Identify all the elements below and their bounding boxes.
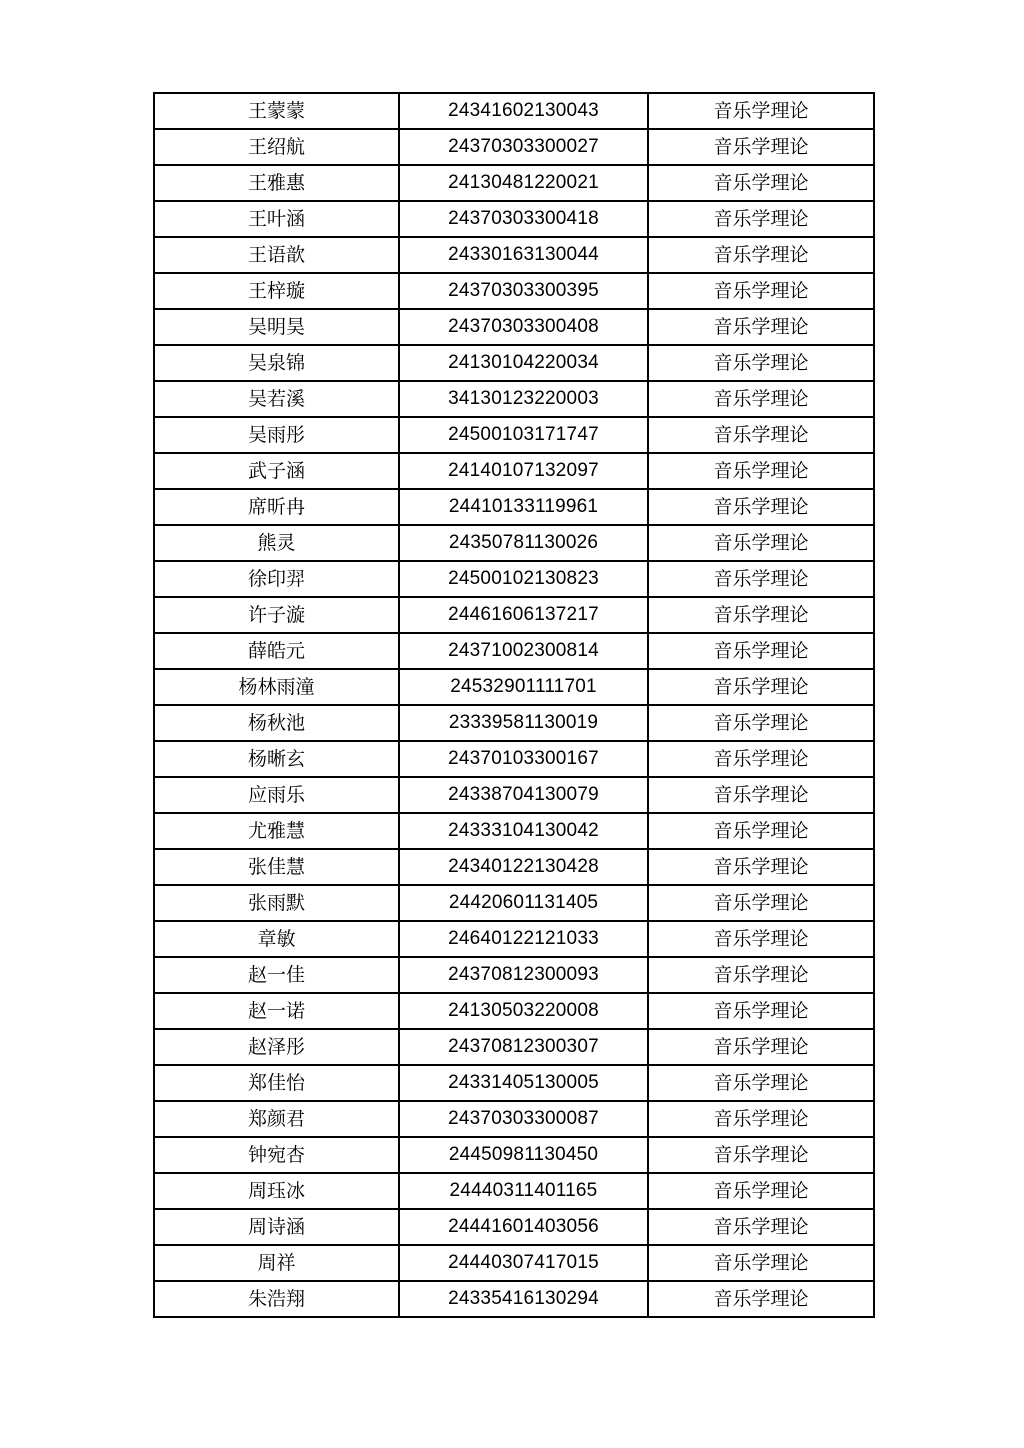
exam-number-cell: 24130104220034 <box>399 345 648 381</box>
major-cell: 音乐学理论 <box>648 453 874 489</box>
table-row <box>154 777 874 813</box>
major-cell: 音乐学理论 <box>648 741 874 777</box>
table-row <box>154 489 874 525</box>
table-row <box>154 201 874 237</box>
major-cell: 音乐学理论 <box>648 381 874 417</box>
exam-number-cell: 24370303300027 <box>399 129 648 165</box>
table-row <box>154 93 874 129</box>
table-row <box>154 957 874 993</box>
table-row <box>154 1173 874 1209</box>
major-cell: 音乐学理论 <box>648 237 874 273</box>
admission-list-body <box>154 93 874 1317</box>
exam-number-cell: 24410133119961 <box>399 489 648 525</box>
student-name-cell: 王语歆 <box>154 237 399 273</box>
major-cell: 音乐学理论 <box>648 705 874 741</box>
major-cell: 音乐学理论 <box>648 561 874 597</box>
table-row <box>154 165 874 201</box>
major-cell: 音乐学理论 <box>648 1101 874 1137</box>
exam-number-cell: 24461606137217 <box>399 597 648 633</box>
major-cell: 音乐学理论 <box>648 93 874 129</box>
exam-number-cell: 24440307417015 <box>399 1245 648 1281</box>
student-name-cell: 钟宛杏 <box>154 1137 399 1173</box>
exam-number-cell: 24335416130294 <box>399 1281 648 1317</box>
exam-number-cell: 24500103171747 <box>399 417 648 453</box>
student-name-cell: 周诗涵 <box>154 1209 399 1245</box>
exam-number-cell: 34130123220003 <box>399 381 648 417</box>
table-row <box>154 885 874 921</box>
table-row <box>154 597 874 633</box>
exam-number-cell: 24140107132097 <box>399 453 648 489</box>
exam-number-cell: 24370812300307 <box>399 1029 648 1065</box>
table-row <box>154 273 874 309</box>
exam-number-cell: 23339581130019 <box>399 705 648 741</box>
exam-number-cell: 24370303300087 <box>399 1101 648 1137</box>
exam-number-cell: 24440311401165 <box>399 1173 648 1209</box>
major-cell: 音乐学理论 <box>648 201 874 237</box>
table-row <box>154 1065 874 1101</box>
table-row <box>154 1209 874 1245</box>
exam-number-cell: 24370812300093 <box>399 957 648 993</box>
table-row <box>154 1281 874 1317</box>
exam-number-cell: 24338704130079 <box>399 777 648 813</box>
student-name-cell: 吴雨彤 <box>154 417 399 453</box>
major-cell: 音乐学理论 <box>648 525 874 561</box>
student-name-cell: 杨林雨潼 <box>154 669 399 705</box>
student-name-cell: 王梓璇 <box>154 273 399 309</box>
student-name-cell: 赵泽彤 <box>154 1029 399 1065</box>
major-cell: 音乐学理论 <box>648 1209 874 1245</box>
major-cell: 音乐学理论 <box>648 1029 874 1065</box>
student-name-cell: 吴若溪 <box>154 381 399 417</box>
student-name-cell: 周祥 <box>154 1245 399 1281</box>
exam-number-cell: 24450981130450 <box>399 1137 648 1173</box>
major-cell: 音乐学理论 <box>648 1065 874 1101</box>
major-cell: 音乐学理论 <box>648 489 874 525</box>
major-cell: 音乐学理论 <box>648 1137 874 1173</box>
major-cell: 音乐学理论 <box>648 849 874 885</box>
exam-number-cell: 24130481220021 <box>399 165 648 201</box>
student-name-cell: 熊灵 <box>154 525 399 561</box>
major-cell: 音乐学理论 <box>648 885 874 921</box>
student-name-cell: 王叶涵 <box>154 201 399 237</box>
student-name-cell: 郑颜君 <box>154 1101 399 1137</box>
table-row <box>154 309 874 345</box>
table-row <box>154 237 874 273</box>
major-cell: 音乐学理论 <box>648 993 874 1029</box>
table-row <box>154 129 874 165</box>
student-name-cell: 杨晰玄 <box>154 741 399 777</box>
exam-number-cell: 24330163130044 <box>399 237 648 273</box>
major-cell: 音乐学理论 <box>648 633 874 669</box>
student-name-cell: 吴泉锦 <box>154 345 399 381</box>
table-row <box>154 741 874 777</box>
student-name-cell: 赵一诺 <box>154 993 399 1029</box>
table-row <box>154 525 874 561</box>
table-row <box>154 1101 874 1137</box>
table-row <box>154 633 874 669</box>
major-cell: 音乐学理论 <box>648 1173 874 1209</box>
table-row <box>154 345 874 381</box>
major-cell: 音乐学理论 <box>648 165 874 201</box>
major-cell: 音乐学理论 <box>648 1245 874 1281</box>
table-row <box>154 453 874 489</box>
student-name-cell: 王雅惠 <box>154 165 399 201</box>
student-name-cell: 张雨默 <box>154 885 399 921</box>
student-name-cell: 赵一佳 <box>154 957 399 993</box>
exam-number-cell: 24420601131405 <box>399 885 648 921</box>
major-cell: 音乐学理论 <box>648 669 874 705</box>
major-cell: 音乐学理论 <box>648 813 874 849</box>
table-row <box>154 993 874 1029</box>
exam-number-cell: 24340122130428 <box>399 849 648 885</box>
table-row <box>154 417 874 453</box>
student-name-cell: 应雨乐 <box>154 777 399 813</box>
student-name-cell: 杨秋池 <box>154 705 399 741</box>
student-name-cell: 周珏冰 <box>154 1173 399 1209</box>
student-name-cell: 王蒙蒙 <box>154 93 399 129</box>
table-row <box>154 813 874 849</box>
exam-number-cell: 24441601403056 <box>399 1209 648 1245</box>
student-name-cell: 吴明昊 <box>154 309 399 345</box>
student-name-cell: 郑佳怡 <box>154 1065 399 1101</box>
student-name-cell: 章敏 <box>154 921 399 957</box>
table-row <box>154 1137 874 1173</box>
exam-number-cell: 24640122121033 <box>399 921 648 957</box>
major-cell: 音乐学理论 <box>648 921 874 957</box>
student-name-cell: 张佳慧 <box>154 849 399 885</box>
exam-number-cell: 24341602130043 <box>399 93 648 129</box>
exam-number-cell: 24370303300418 <box>399 201 648 237</box>
table-row <box>154 1245 874 1281</box>
major-cell: 音乐学理论 <box>648 273 874 309</box>
table-row <box>154 669 874 705</box>
admission-list-table <box>153 92 875 1318</box>
student-name-cell: 徐印羿 <box>154 561 399 597</box>
student-name-cell: 武子涵 <box>154 453 399 489</box>
table-row <box>154 1029 874 1065</box>
student-name-cell: 许子漩 <box>154 597 399 633</box>
major-cell: 音乐学理论 <box>648 777 874 813</box>
exam-number-cell: 24350781130026 <box>399 525 648 561</box>
student-name-cell: 尤雅慧 <box>154 813 399 849</box>
student-name-cell: 席昕冉 <box>154 489 399 525</box>
exam-number-cell: 24500102130823 <box>399 561 648 597</box>
exam-number-cell: 24331405130005 <box>399 1065 648 1101</box>
exam-number-cell: 24371002300814 <box>399 633 648 669</box>
exam-number-cell: 24333104130042 <box>399 813 648 849</box>
student-name-cell: 王绍航 <box>154 129 399 165</box>
major-cell: 音乐学理论 <box>648 129 874 165</box>
exam-number-cell: 24370303300408 <box>399 309 648 345</box>
student-name-cell: 朱浩翔 <box>154 1281 399 1317</box>
table-row <box>154 921 874 957</box>
exam-number-cell: 24370103300167 <box>399 741 648 777</box>
major-cell: 音乐学理论 <box>648 417 874 453</box>
table-row <box>154 705 874 741</box>
exam-number-cell: 24532901111701 <box>399 669 648 705</box>
student-name-cell: 薛皓元 <box>154 633 399 669</box>
exam-number-cell: 24370303300395 <box>399 273 648 309</box>
table-row <box>154 849 874 885</box>
table-row <box>154 381 874 417</box>
major-cell: 音乐学理论 <box>648 309 874 345</box>
major-cell: 音乐学理论 <box>648 345 874 381</box>
table-row <box>154 561 874 597</box>
exam-number-cell: 24130503220008 <box>399 993 648 1029</box>
major-cell: 音乐学理论 <box>648 597 874 633</box>
major-cell: 音乐学理论 <box>648 957 874 993</box>
major-cell: 音乐学理论 <box>648 1281 874 1317</box>
